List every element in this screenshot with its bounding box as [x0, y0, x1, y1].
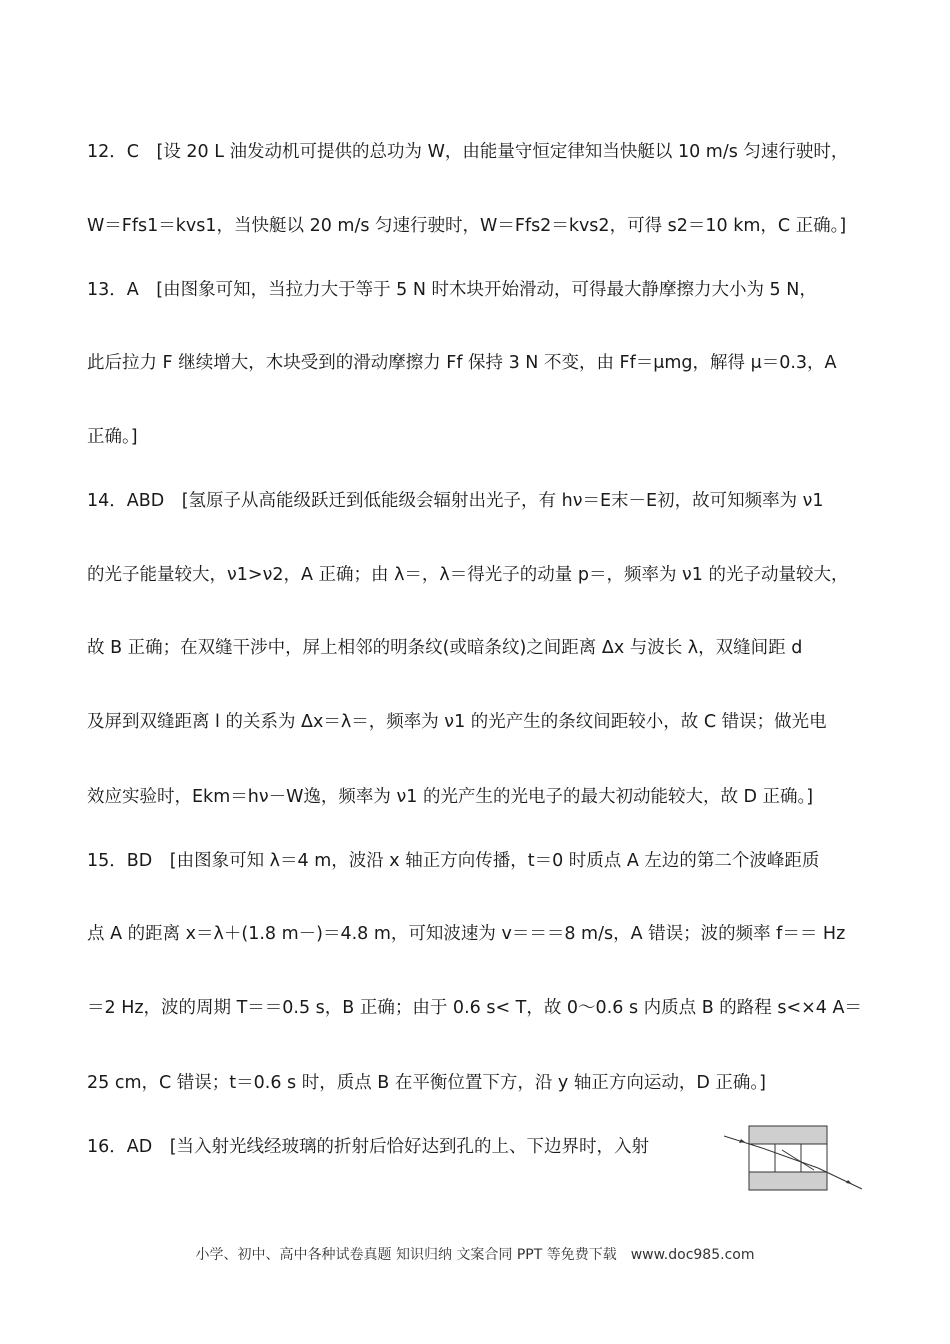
answer-line-12: 点 A 的距离 x＝λ＋(1.8 m－)＝4.8 m，可知波速为 v＝＝＝8 m/s，A 错误；波的频率 f＝＝ Hz [87, 924, 846, 944]
arrow-head-icon [846, 1180, 852, 1184]
glass-refraction-figure [722, 1122, 867, 1194]
answer-line-1: 12．C [设 20 L 油发动机可提供的总功为 W，由能量守恒定律知当快艇以 10 m/s 匀速行驶时， [87, 142, 849, 162]
hole-region [749, 1144, 827, 1172]
glass-bottom-block [749, 1172, 827, 1190]
answer-line-8: 故 B 正确；在双缝干涉中，屏上相邻的明条纹(或暗条纹)之间距离 Δx 与波长 λ，双缝间距 d [87, 638, 803, 658]
answer-line-15: 16．AD [当入射光线经玻璃的折射后恰好达到孔的上、下边界时，入射 [87, 1137, 650, 1157]
page-footer: 小学、初中、高中各种试卷真题 知识归纳 文案合同 PPT 等免费下载 www.doc985.com [195, 1247, 755, 1263]
answer-line-4: 此后拉力 F 继续增大，木块受到的滑动摩擦力 Ff 保持 3 N 不变，由 Ff＝μmg，解得 μ＝0.3，A [87, 353, 837, 373]
answer-line-11: 15．BD [由图象可知 λ＝4 m，波沿 x 轴正方向传播，t＝0 时质点 A 左边的第二个波峰距质 [87, 851, 820, 871]
answer-line-7: 的光子能量较大，ν1>ν2，A 正确；由 λ＝，λ＝得光子的动量 p＝，频率为 ν1 的光子动量较大， [87, 565, 849, 585]
answer-line-5: 正确。] [87, 427, 138, 447]
glass-top-block [749, 1126, 827, 1144]
answer-line-3: 13．A [由图象可知，当拉力大于等于 5 N 时木块开始滑动，可得最大静摩擦力大小为 5 N， [87, 280, 817, 300]
answer-line-9: 及屏到双缝距离 l 的关系为 Δx＝λ＝，频率为 ν1 的光产生的条纹间距较小，故 C 错误；做光电 [87, 712, 827, 732]
answer-line-10: 效应实验时，Ekm＝hν－W逸，频率为 ν1 的光产生的光电子的最大初动能较大，故 D 正确。] [87, 787, 814, 807]
answer-line-14: 25 cm，C 错误；t＝0.6 s 时，质点 B 在平衡位置下方，沿 y 轴正方向运动，D 正确。] [87, 1073, 766, 1093]
answer-line-13: ＝2 Hz，波的周期 T＝＝0.5 s，B 正确；由于 0.6 s< T，故 0～0.6 s 内质点 B 的路程 s<×4 A＝ [87, 998, 862, 1018]
answer-line-2: W＝Ffs1＝kvs1，当快艇以 20 m/s 匀速行驶时，W＝Ffs2＝kvs2，可得 s2＝10 km，C 正确。] [87, 216, 847, 236]
answer-line-6: 14．ABD [氢原子从高能级跃迁到低能级会辐射出光子，有 hν＝E末－E初，故可知频率为 ν1 [87, 491, 824, 511]
